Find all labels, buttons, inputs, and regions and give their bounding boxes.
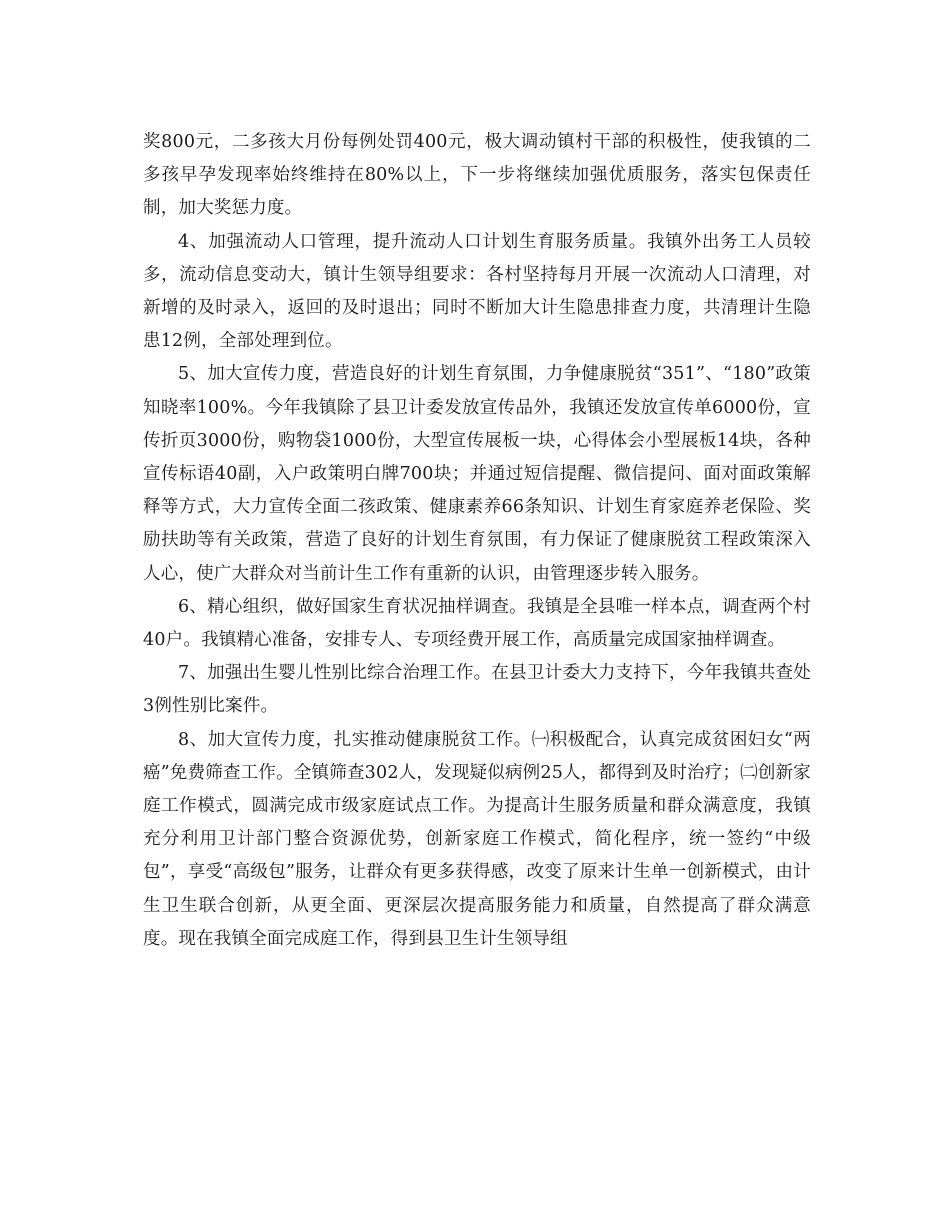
paragraph-continuation: 奖800元，二多孩大月份每例处罚400元，极大调动镇村干部的积极性，使我镇的二多孩早孕发现率始终维持在80%以上，下一步将继续加强优质服务，落实包保责任制，加大奖惩力度。: [143, 132, 811, 219]
document-body: [143, 126, 811, 956]
paragraph-item-6: 6、精心组织，做好国家生育状况抽样调查。我镇是全县唯一样本点，调查两个村40户。我镇精心准备，安排专人、专项经费开展工作，高质量完成国家抽样调查。: [143, 596, 811, 651]
paragraph-item-4: 4、加强流动人口管理，提升流动人口计划生育服务质量。我镇外出务工人员较多，流动信息变动大，镇计生领导组要求：各村坚持每月开展一次流动人口清理，对新增的及时录入，返回的及时退出；同时不断加大计生隐患排查力度，共清理计生隐患12例，全部处理到位。: [143, 231, 811, 352]
paragraph-item-7: 7、加强出生婴儿性别比综合治理工作。在县卫计委大力支持下，今年我镇共查处3例性别比案件。: [143, 663, 811, 717]
paragraph-item-8: 8、加大宣传力度，扎实推动健康脱贫工作。㈠积极配合，认真完成贫困妇女“两癌”免费筛查工作。全镇筛查302人，发现疑似病例25人，都得到及时治疗；㈡创新家庭工作模式，圆满完成市级家庭试点工作。为提高计生服务质量和群众满意度，我镇充分利用卫计部门整合资源优势，创新家庭工作模式，简化程序，统一签约“中级包”，享受“高级包”服务，让群众有更多获得感，改变了原来计生单一创新模式，由计生卫生联合创新，从更全面、更深层次提高服务能力和质量，自然提高了群众满意度。现在我镇全面完成庭工作，得到县卫生计生领导组: [143, 729, 811, 949]
paragraph-item-5: 5、加大宣传力度，营造良好的计划生育氛围，力争健康脱贫“351”、“180”政策知晓率100%。今年我镇除了县卫计委发放宣传品外，我镇还发放宣传单6000份，宣传折页3000份，购物袋1000份，大型宣传展板一块，心得体会小型展板14块，各种宣传标语40副，入户政策明白牌700块；并通过短信提醒、微信提问、面对面政策解释等方式，大力宣传全面二孩政策、健康素养66条知识、计划生育家庭养老保险、奖励扶助等有关政策，营造了良好的计划生育氛围，有力保证了健康脱贫工程政策深入人心，使广大群众对当前计生工作有重新的认识，由管理逐步转入服务。: [143, 364, 811, 584]
